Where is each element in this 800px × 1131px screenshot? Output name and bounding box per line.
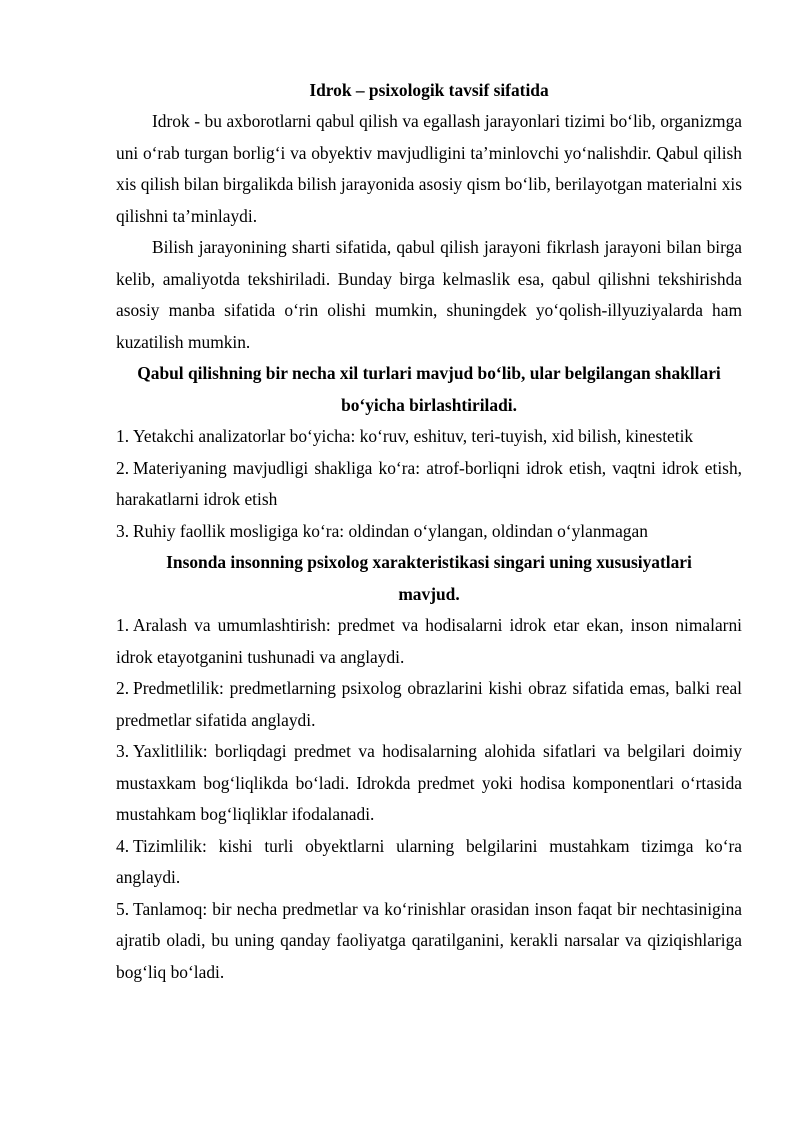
section-heading: Insonda insonning psixolog xarakteristikasi singari uning xususiyatlari mavjud.: [166, 552, 692, 604]
list-number: 2.: [116, 678, 130, 698]
list-text: Predmetlilik: predmetlarning psixolog obrazlarini kishi obraz sifatida emas, balki real predmetlar sifatida anglaydi.: [116, 678, 742, 730]
section-heading: Qabul qilishning bir necha xil turlari mavjud bo‘lib, ular belgilangan shakllari bo‘yicha birlashtiriladi.: [137, 363, 721, 415]
list-text: Yaxlitlilik: borliqdagi predmet va hodisalarning alohida sifatlari va belgilari doimiy mustaxkam bog‘liqlikda bo‘ladi. Idrokda predmet yoki hodisa komponentlari o‘rtasida mustahkam bog‘liqliklar ifodalanadi.: [116, 741, 742, 824]
page-title: Idrok – psixologik tavsif sifatida: [309, 80, 549, 100]
list-number: 3.: [116, 520, 130, 541]
list-item: [116, 736, 742, 831]
list-number: 2.: [116, 457, 130, 478]
list-number: 1.: [116, 426, 130, 446]
list-item: [116, 831, 742, 894]
list-number: 1.: [116, 615, 130, 635]
list-text: Tizimlilik: kishi turli obyektlarni ularning belgilarini mustahkam tizimga ko‘ra anglaydi.: [116, 835, 742, 887]
list-item: [116, 421, 742, 453]
list-item: [116, 673, 742, 736]
list-text: Tanlamoq: bir necha predmetlar va ko‘rinishlar orasidan inson faqat bir nechtasinigina ajratib oladi, bu uning qanday faoliyatga qaratilganini, kerakli narsalar va qiziqishlariga bog‘liq bo‘ladi.: [116, 898, 742, 982]
list-text: Yetakchi analizatorlar bo‘yicha: ko‘ruv, eshituv, teri-tuyish, xid bilish, kinestetik: [133, 426, 694, 446]
list-number: 5.: [116, 898, 130, 919]
list-item: [116, 516, 742, 548]
list-text: Materiyaning mavjudligi shakliga ko‘ra: atrof-borliqni idrok etish, vaqtni idrok etish, harakatlarni idrok etish: [116, 457, 742, 509]
paragraph: Bilish jarayonining sharti sifatida, qabul qilish jarayoni fikrlash jarayoni bilan birga kelib, amaliyotda tekshiriladi. Bunday birga kelmaslik esa, qabul qilishni tekshirishda asosiy manba sifatida o‘rin olishi mumkin, shuningdek yo‘qolish-illyuziyalarda ham kuzatilish mumkin.: [116, 237, 742, 352]
list-text: Aralash va umumlashtirish: predmet va hodisalarni idrok etar ekan, inson nimalarni idrok etayotganini tushunadi va anglaydi.: [116, 615, 742, 667]
list-item: [116, 894, 742, 989]
paragraph: Idrok - bu axborotlarni qabul qilish va egallash jarayonlari tizimi bo‘lib, organizmga uni o‘rab turgan borlig‘i va obyektiv mavjudligini ta’minlovchi yo‘nalishdir. Qabul qilish xis qilish bilan birgalikda bilish jarayonida asosiy qism bo‘lib, berilayotgan materialni xis qilishni ta’minlaydi.: [116, 111, 742, 226]
list-item: [116, 610, 742, 673]
list-text: Ruhiy faollik mosligiga ko‘ra: oldindan o‘ylangan, oldindan o‘ylanmagan: [133, 520, 648, 541]
list-number: 3.: [116, 741, 130, 761]
list-item: [116, 453, 742, 516]
list-number: 4.: [116, 835, 130, 856]
